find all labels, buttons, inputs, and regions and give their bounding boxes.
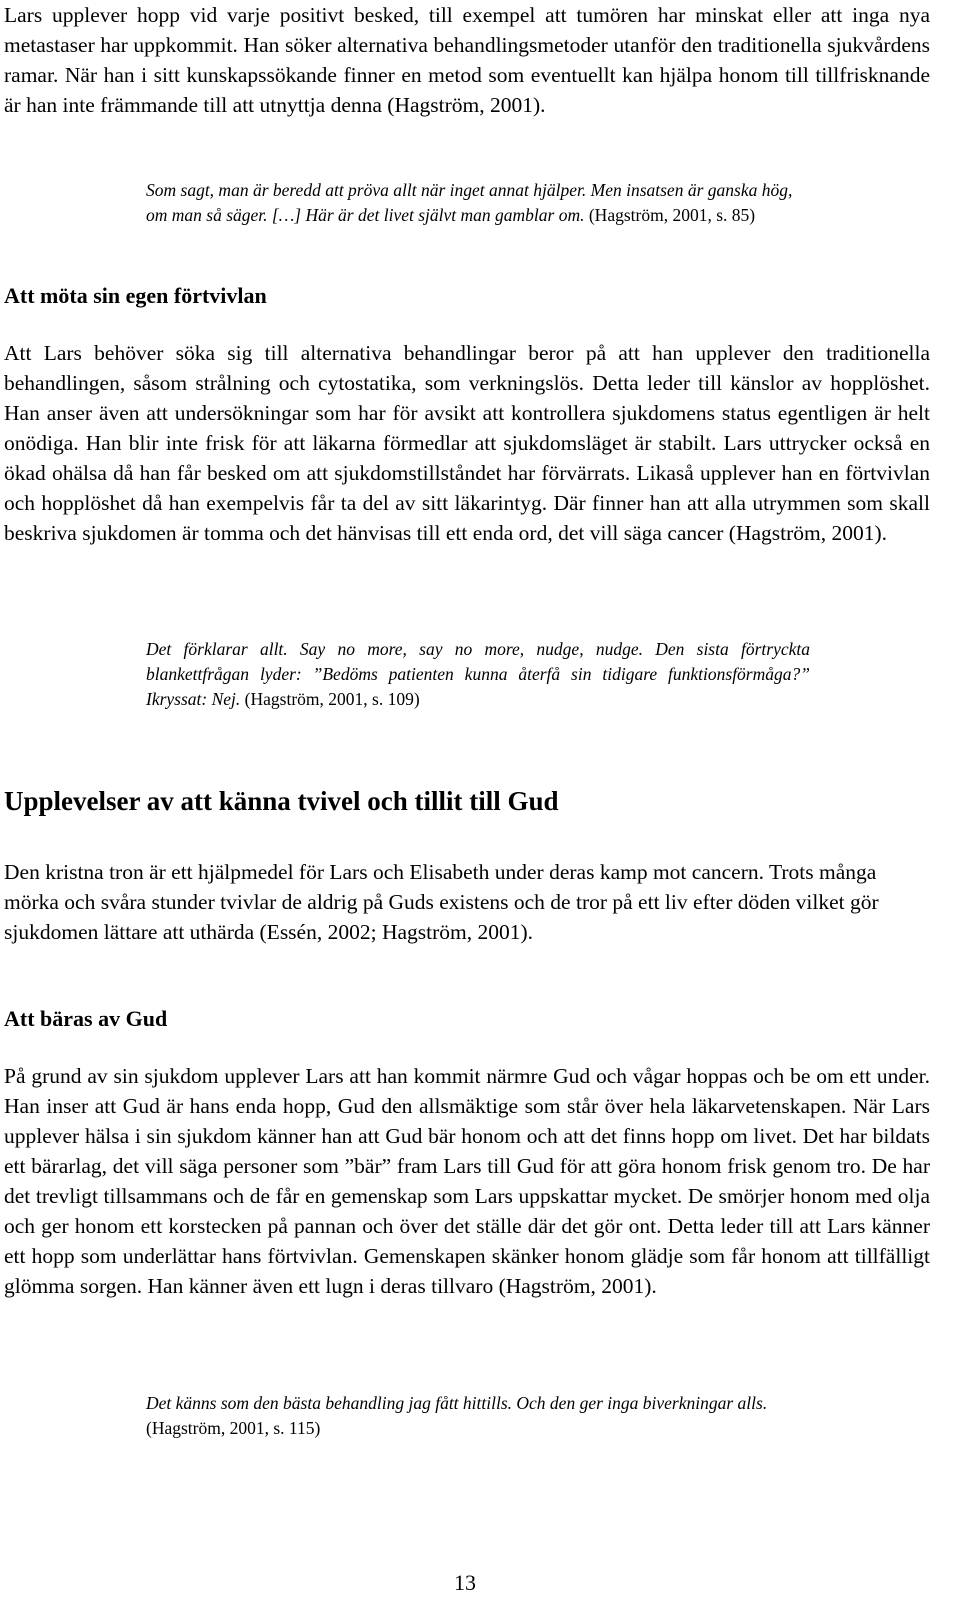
quote-text: Det förklarar allt. Say no more, say no more, nudge, nudge. Den sista förtryckta blankettfrågan lyder: ”Bedöms patienten kunna återfå sin tidigare funktionsförmåga?” Ikryssat: Nej. — [146, 639, 810, 709]
block-quote — [146, 1391, 810, 1441]
quote-citation: (Hagström, 2001, s. 115) — [146, 1418, 321, 1438]
body-paragraph: Att Lars behöver söka sig till alternativa behandlingar beror på att han upplever den traditionella behandlingen, såsom strålning och cytostatika, som verkningslös. Detta leder till känslor av hopplöshet. Han anser även att undersökningar som har för avsikt att kontrollera sjukdomens status egentligen är helt onödiga. Han blir inte frisk för att läkarna förmedlar att sjukdomsläget är stabilt. Lars uttrycker också en ökad ohälsa då han får besked om att sjukdomstillståndet har förvärrats. Likaså upplever han en förtvivlan och hopplöshet då han exempelvis får ta del av sitt läkarintyg. Där finner han att alla utrymmen som skall beskriva sjukdomen är tomma och det hänvisas till ett enda ord, det vill säga cancer (Hagström, 2001). — [4, 341, 930, 545]
quote-text: Som sagt, man är beredd att pröva allt när inget annat hjälper. Men insatsen är ganska hög, om man så säger. […] Här är det livet självt man gamblar om. — [146, 180, 793, 225]
section-heading: Att bäras av Gud — [4, 1006, 168, 1031]
body-paragraph: Lars upplever hopp vid varje positivt besked, till exempel att tumören har minskat eller att inga nya metastaser har uppkommit. Han söker alternativa behandlingsmetoder utanför den traditionella sjukvårdens ramar. När han i sitt kunskapssökande finner en metod som eventuellt kan hjälpa honom till tillfrisknande är han inte främmande till att utnyttja denna (Hagström, 2001). — [4, 3, 930, 117]
quote-citation: (Hagström, 2001, s. 85) — [584, 205, 756, 225]
body-paragraph: På grund av sin sjukdom upplever Lars att han kommit närmre Gud och vågar hoppas och be om ett under. Han inser att Gud är hans enda hopp, Gud den allsmäktige som står över hela läkarvetenskapen. När Lars upplever hälsa i sin sjukdom känner han att Gud bär honom och att det finns hopp om livet. Det har bildats ett bärarlag, det vill säga personer som ”bär” fram Lars till Gud för att göra honom frisk genom tro. De har det trevligt tillsammans och de får en gemenskap som Lars uppskattar mycket. De smörjer honom med olja och ger honom ett korstecken på pannan och över det ställe där det gör ont. Detta leder till att Lars känner ett hopp som underlättar hans förtvivlan. Gemenskapen skänker honom glädje som får honom att tillfälligt glömma sorgen. Han känner även ett lugn i deras tillvaro (Hagström, 2001). — [4, 1064, 930, 1298]
block-quote — [146, 637, 810, 712]
body-paragraph: Den kristna tron är ett hjälpmedel för Lars och Elisabeth under deras kamp mot cancern. Trots många mörka och svåra stunder tvivlar de aldrig på Guds existens och de tror på ett liv efter döden vilket gör sjukdomen lättare att uthärda (Essén, 2002; Hagström, 2001). — [4, 860, 879, 944]
section-heading: Att möta sin egen förtvivlan — [4, 283, 267, 308]
quote-citation: (Hagström, 2001, s. 109) — [240, 689, 420, 709]
quote-text: Det känns som den bästa behandling jag fått hittills. Och den ger inga biverkningar alls. — [146, 1393, 768, 1413]
block-quote — [146, 178, 810, 228]
page-number: 13 — [454, 1570, 476, 1595]
chapter-heading: Upplevelser av att känna tvivel och tillit till Gud — [4, 786, 559, 816]
